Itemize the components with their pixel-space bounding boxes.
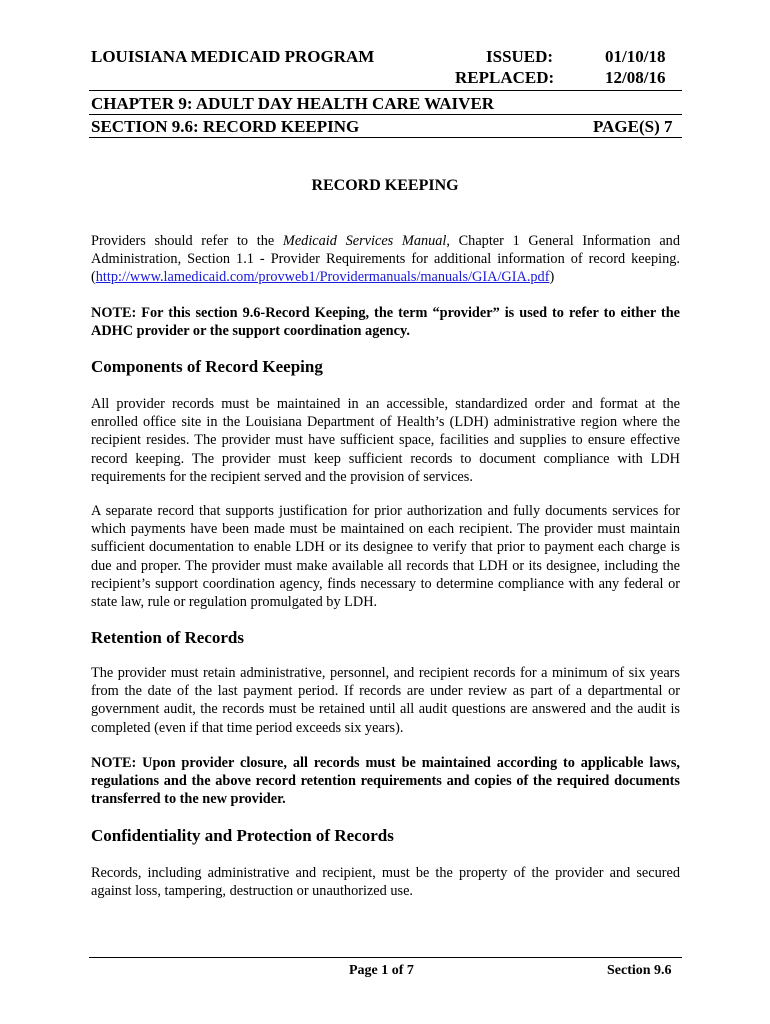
footer-page-number: Page 1 of 7 (349, 963, 414, 978)
note-provider-closure: NOTE: Upon provider closure, all records must be maintained according to applicable laws, regulations and the above record retention requirements and copies of the required documents transferred to the new provider. (91, 755, 680, 808)
intro-text-1: Providers should refer to the (91, 233, 283, 249)
issued-label: ISSUED: (486, 47, 554, 66)
issued-date: 01/10/18 (605, 47, 666, 66)
header-rule-bottom (89, 137, 682, 138)
replaced-label: REPLACED: (455, 68, 555, 87)
confidentiality-paragraph: Records, including administrative and recipient, must be the property of the provider and secured against loss, tampering, destruction or unauthorized use. (91, 865, 680, 900)
footer-section: Section 9.6 (607, 963, 672, 978)
footer-rule (89, 957, 682, 958)
heading-components: Components of Record Keeping (91, 357, 323, 376)
replaced-date: 12/08/16 (605, 68, 666, 87)
chapter-title: CHAPTER 9: ADULT DAY HEALTH CARE WAIVER (91, 94, 495, 113)
program-name: LOUISIANA MEDICAID PROGRAM (91, 47, 375, 66)
page-title: RECORD KEEPING (311, 177, 459, 194)
retention-paragraph: The provider must retain administrative, personnel, and recipient records for a minimum of six years from the date of the last payment period. If records are under review as part of a departmental or government audit, the records must be retained until all audit questions are answered and the audit is completed (even if that time period exceeds six years). (91, 665, 680, 736)
intro-text-3: ) (549, 269, 555, 286)
heading-retention: Retention of Records (91, 628, 244, 647)
manual-name: Medicaid Services Manual (282, 233, 447, 249)
components-paragraph-1: All provider records must be maintained in an accessible, standardized order and format at the enrolled office site in the Louisiana Department of Health’s (LDH) administrative region where the recipient resides. The provider must have sufficient space, facilities and supplies to ensure effective record keeping. The provider must keep sufficient records to document compliance with LDH requirements for the recipient served and the provision of services. (91, 396, 680, 485)
gia-manual-link[interactable]: http://www.lamedicaid.com/provweb1/Providermanuals/manuals/GIA/GIA.pdf (95, 269, 550, 286)
header-rule-middle (89, 114, 682, 115)
components-paragraph-2: A separate record that supports justification for prior authorization and fully documents services for which payments have been made must be maintained on each recipient. The provider must maintain sufficient documentation to enable LDH or its designee to verify that prior to payment each charge is due and proper. The provider must make available all records that LDH or its designee, including the recipient’s support coordination agency, finds necessary to determine compliance with any federal or state law, rule or regulation promulgated by LDH. (91, 503, 680, 611)
page-count: PAGE(S) 7 (593, 117, 673, 136)
note-provider-definition: NOTE: For this section 9.6-Record Keeping, the term “provider” is used to refer to either the ADHC provider or the support coordination agency. (91, 305, 680, 340)
intro-paragraph (91, 232, 680, 287)
intro-text-2: , Chapter 1 General Information and Administration, Section 1.1 - Provider Requirements for additional information of record keeping. ( (91, 233, 680, 286)
section-title: SECTION 9.6: RECORD KEEPING (91, 117, 360, 136)
heading-confidentiality: Confidentiality and Protection of Records (91, 826, 394, 845)
header-rule-top (89, 90, 682, 91)
